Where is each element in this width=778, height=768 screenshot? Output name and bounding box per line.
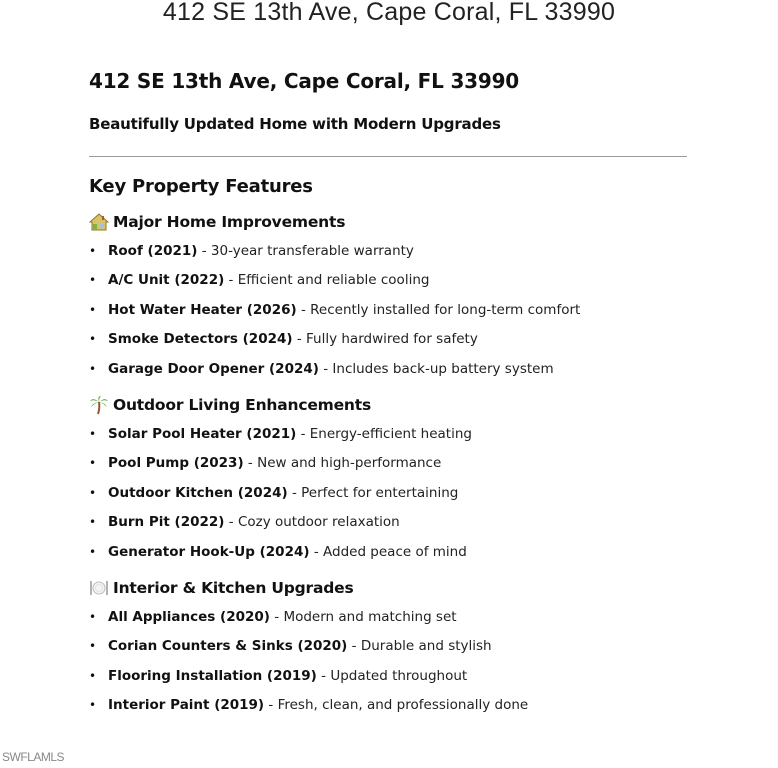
- item-description: 30-year transferable warranty: [210, 243, 414, 259]
- item-description: Fresh, clean, and professionally done: [277, 697, 529, 714]
- item-name: Burn Pit (2022): [108, 514, 225, 531]
- item-name: Garage Door Opener (2024): [108, 360, 319, 377]
- item-name: Generator Hook-Up (2024): [108, 543, 310, 560]
- list-item: [89, 355, 689, 384]
- item-separator: -: [224, 514, 238, 531]
- item-separator: -: [318, 360, 333, 377]
- item-separator: -: [347, 638, 361, 655]
- divider: [89, 156, 687, 157]
- list-item: [89, 691, 689, 720]
- item-description: Cozy outdoor relaxation: [237, 514, 400, 531]
- list-item: [89, 296, 689, 325]
- item-description: Energy-efficient heating: [309, 425, 472, 442]
- item-description: Includes back-up battery system: [332, 360, 554, 377]
- list-item: [89, 449, 689, 478]
- bullet-icon: •: [89, 332, 97, 347]
- item-description: Durable and stylish: [360, 638, 492, 655]
- list-item: [89, 479, 689, 508]
- bullet-icon: •: [89, 609, 97, 624]
- bullet-icon: •: [89, 302, 97, 317]
- feature-list: [89, 603, 689, 721]
- bullet-icon: •: [89, 515, 97, 530]
- item-description: Efficient and reliable cooling: [237, 272, 430, 289]
- feature-list: [89, 237, 689, 384]
- item-name: Roof (2021): [108, 243, 198, 259]
- item-description: Perfect for entertaining: [301, 484, 459, 501]
- bullet-icon: •: [89, 485, 97, 500]
- item-name: Pool Pump (2023): [108, 455, 244, 472]
- palm-tree-icon: [89, 395, 111, 415]
- feature-list: [89, 420, 689, 567]
- group-heading: [89, 390, 689, 420]
- item-name: Flooring Installation (2019): [108, 667, 317, 684]
- item-description: Updated throughout: [330, 667, 468, 684]
- item-description: Recently installed for long-term comfort: [310, 301, 581, 318]
- item-separator: -: [287, 484, 302, 501]
- item-separator: -: [309, 543, 323, 560]
- list-item: [89, 662, 689, 691]
- bullet-icon: •: [89, 244, 97, 258]
- list-item: [89, 603, 689, 632]
- item-name: Solar Pool Heater (2021): [108, 425, 297, 442]
- house-icon: [89, 213, 111, 231]
- bullet-icon: •: [89, 544, 97, 559]
- bullet-icon: •: [89, 639, 97, 654]
- item-separator: -: [292, 331, 307, 348]
- bullet-icon: •: [89, 698, 97, 713]
- list-item: [89, 237, 689, 266]
- feature-group: [89, 573, 689, 721]
- item-name: Interior Paint (2019): [108, 697, 265, 714]
- item-description: Fully hardwired for safety: [306, 331, 478, 348]
- page-header-title: 412 SE 13th Ave, Cape Coral, FL 33990: [162, 0, 616, 26]
- list-item: [89, 508, 689, 537]
- list-item: [89, 266, 689, 295]
- item-name: Smoke Detectors (2024): [108, 331, 293, 348]
- list-item: [89, 632, 689, 661]
- document-subtitle: Beautifully Updated Home with Modern Upgrades: [89, 115, 501, 133]
- document-title: 412 SE 13th Ave, Cape Coral, FL 33990: [89, 69, 520, 93]
- item-separator: -: [296, 425, 310, 442]
- item-separator: -: [316, 667, 331, 684]
- plate-icon: [89, 579, 111, 597]
- feature-group: [89, 390, 689, 567]
- group-heading: [89, 207, 689, 237]
- bullet-icon: •: [89, 668, 97, 683]
- item-separator: -: [224, 272, 238, 289]
- group-heading-text: Interior & Kitchen Upgrades: [113, 578, 354, 597]
- watermark-text: SWFLAMLS: [2, 750, 65, 764]
- item-name: Outdoor Kitchen (2024): [108, 484, 288, 501]
- item-name: Corian Counters & Sinks (2020): [108, 638, 348, 655]
- bullet-icon: •: [89, 273, 97, 288]
- group-heading-text: Outdoor Living Enhancements: [113, 395, 371, 414]
- bullet-icon: •: [89, 426, 97, 441]
- feature-groups: [89, 207, 689, 720]
- group-heading: [89, 573, 689, 603]
- list-item: [89, 420, 689, 449]
- item-description: Modern and matching set: [283, 608, 457, 625]
- item-description: Added peace of mind: [323, 543, 467, 560]
- item-name: A/C Unit (2022): [108, 272, 225, 289]
- item-separator: -: [264, 697, 278, 714]
- feature-group: [89, 207, 689, 384]
- group-heading-text: Major Home Improvements: [113, 213, 346, 231]
- bullet-icon: •: [89, 361, 97, 376]
- item-separator: -: [269, 608, 284, 625]
- item-separator: -: [197, 243, 211, 259]
- item-separator: -: [243, 455, 258, 472]
- list-item: [89, 538, 689, 567]
- item-separator: -: [296, 301, 311, 318]
- document-body: [89, 64, 689, 720]
- item-name: All Appliances (2020): [108, 608, 270, 625]
- bullet-icon: •: [89, 456, 97, 471]
- item-description: New and high-performance: [257, 455, 442, 472]
- item-name: Hot Water Heater (2026): [108, 301, 297, 318]
- section-heading: Key Property Features: [89, 176, 313, 197]
- list-item: [89, 325, 689, 354]
